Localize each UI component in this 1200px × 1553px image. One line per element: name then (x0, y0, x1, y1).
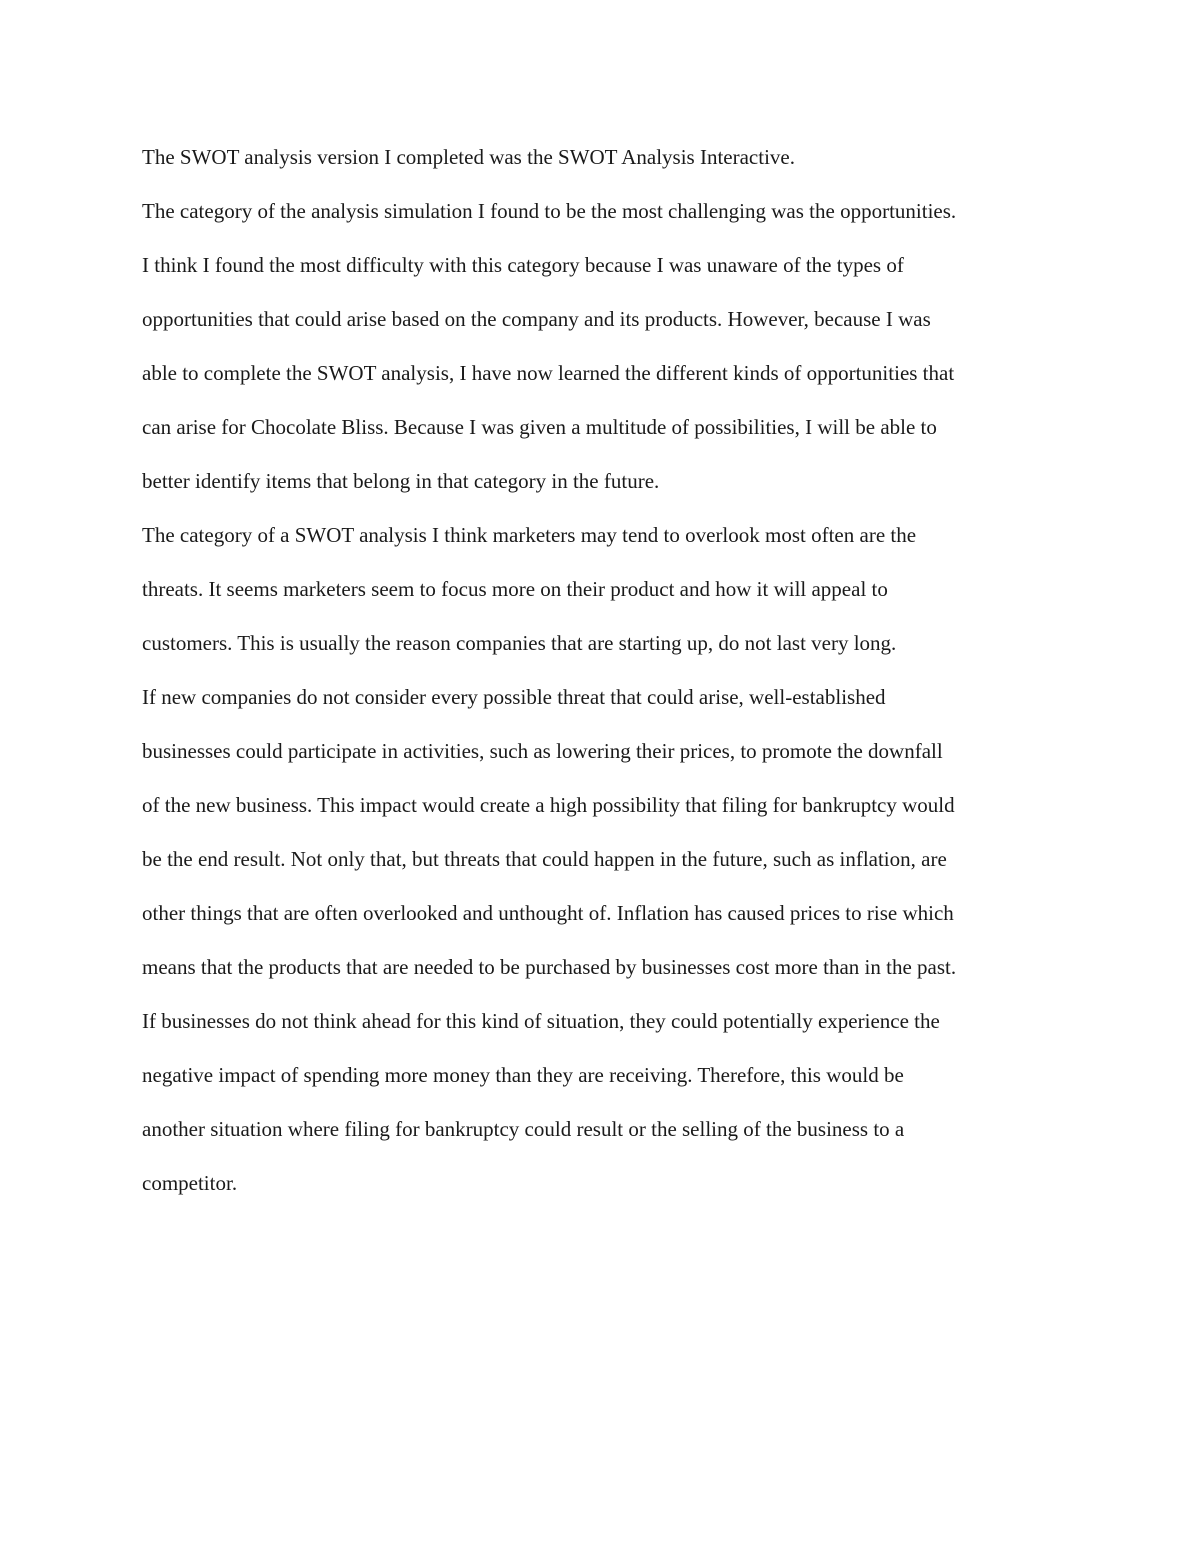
document-body (142, 140, 1082, 1220)
text-line: competitor. (142, 1171, 238, 1195)
text-line: customers. This is usually the reason companies that are starting up, do not last very long. (142, 631, 897, 655)
text-line: opportunities that could arise based on the company and its products. However, because I was (142, 307, 931, 331)
text-line: threats. It seems marketers seem to focus more on their product and how it will appeal to (142, 577, 888, 601)
text-line: I think I found the most difficulty with this category because I was unaware of the types of (142, 253, 904, 277)
text-line: If businesses do not think ahead for this kind of situation, they could potentially experience the (142, 1009, 940, 1033)
text-line: businesses could participate in activities, such as lowering their prices, to promote the downfall (142, 739, 943, 763)
text-line: another situation where filing for bankruptcy could result or the selling of the business to a (142, 1117, 905, 1141)
text-line: The category of a SWOT analysis I think marketers may tend to overlook most often are the (142, 523, 917, 547)
text-line: The category of the analysis simulation I found to be the most challenging was the opportunities. (142, 199, 957, 223)
text-line: of the new business. This impact would create a high possibility that filing for bankruptcy would (142, 793, 955, 817)
text-line: be the end result. Not only that, but threats that could happen in the future, such as inflation, are (142, 847, 947, 871)
text-line: better identify items that belong in that category in the future. (142, 469, 660, 493)
text-line: means that the products that are needed to be purchased by businesses cost more than in the past. (142, 955, 957, 979)
text-line: If new companies do not consider every possible threat that could arise, well-established (142, 685, 886, 709)
text-line: can arise for Chocolate Bliss. Because I was given a multitude of possibilities, I will be able to (142, 415, 937, 439)
text-line: able to complete the SWOT analysis, I have now learned the different kinds of opportunities that (142, 361, 955, 385)
text-line: negative impact of spending more money than they are receiving. Therefore, this would be (142, 1063, 904, 1087)
text-line: The SWOT analysis version I completed was the SWOT Analysis Interactive. (142, 145, 795, 169)
text-line: other things that are often overlooked and unthought of. Inflation has caused prices to rise which (142, 901, 954, 925)
